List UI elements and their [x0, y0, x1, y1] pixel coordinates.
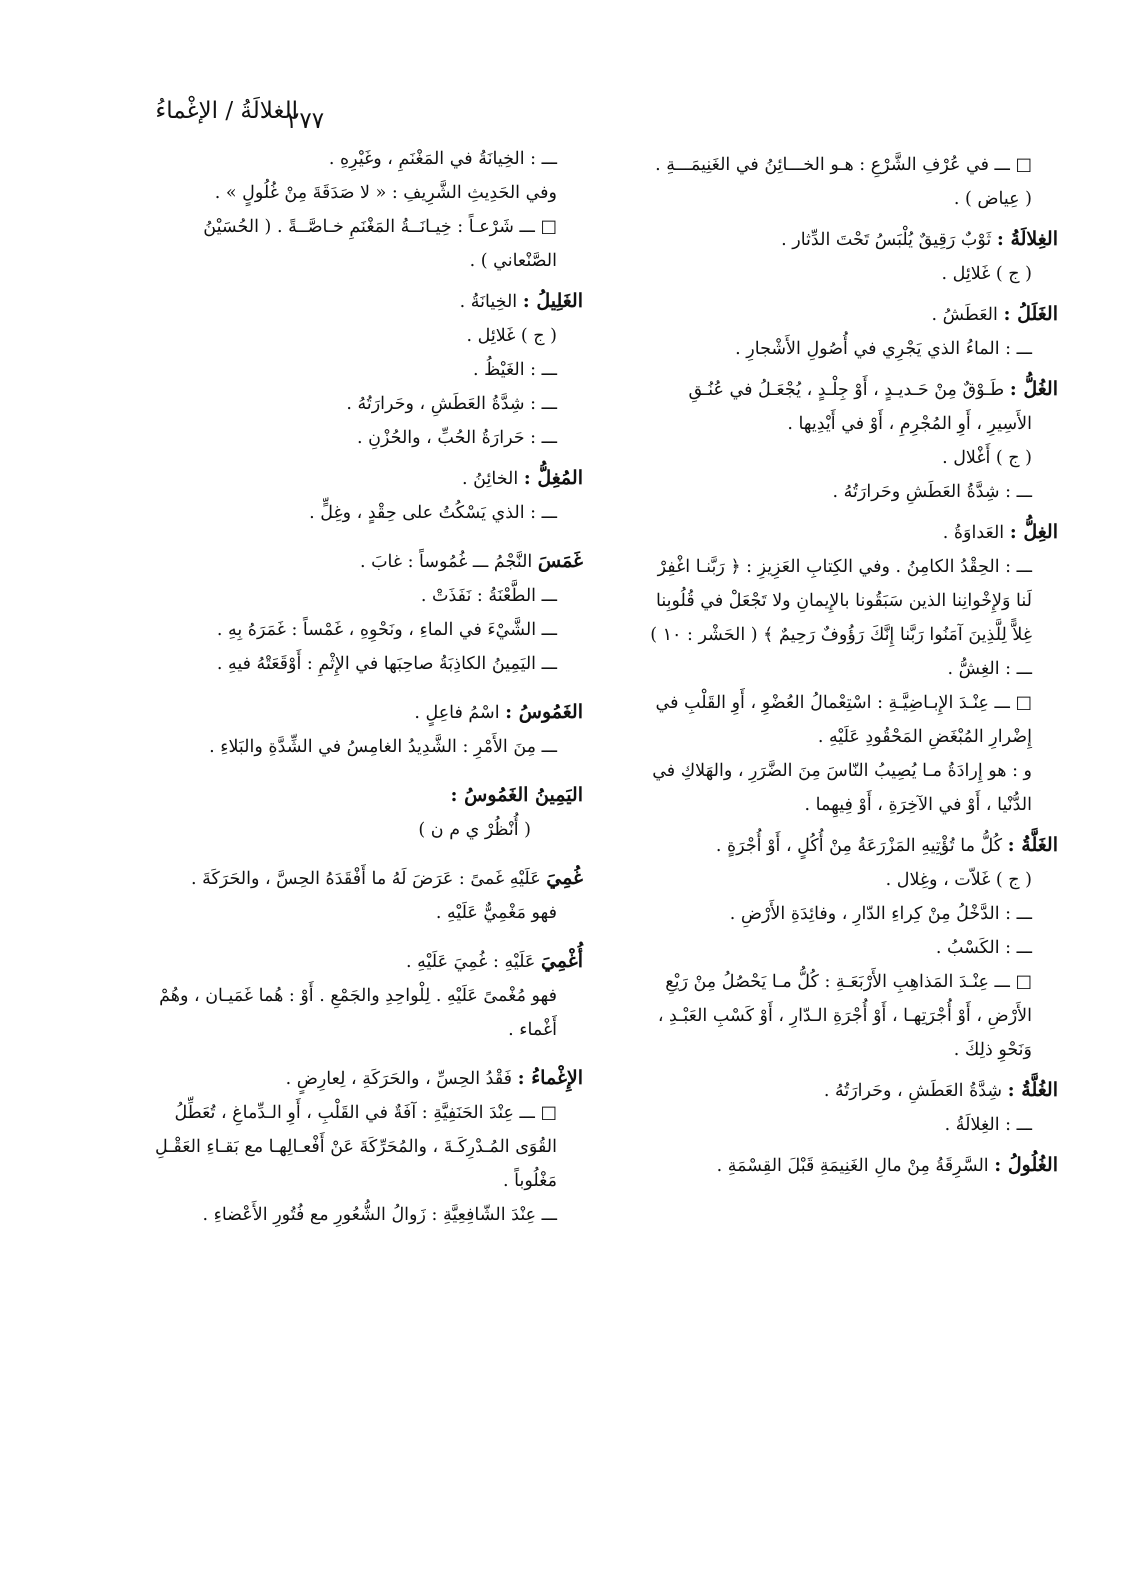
entry-headword-line	[568, 222, 1058, 257]
definition-line	[568, 686, 1058, 720]
headword: المُغِلُّ :	[523, 467, 583, 489]
definition-text: الخائِنُ .	[462, 469, 524, 489]
definition-text: ـــ عِنْدَ الشّافِعِيَّةِ : زَوالُ الشُّعُورِ مع فُتُورِ الأَعْضاءِ .	[202, 1205, 557, 1225]
definition-text: العَداوَةُ .	[942, 523, 1010, 543]
definition-line	[568, 550, 1058, 584]
definition-text: ( عِياض ) .	[953, 189, 1032, 209]
definition-line	[568, 475, 1058, 509]
definition-text: □ ـــ عِنْـدَ المَذاهِبِ الأَرْبَعَـةِ : كُلُّ مـا يَحْصُلُ مِنْ رَيْعِ	[665, 972, 1032, 992]
definition-text: الأَرْضِ ، أَوْ أُجْرَتِهـا ، أَوْ أُجْرَةِ الـدّارِ ، أَوْ كَسْبِ العَبْـدِ ،	[657, 1006, 1032, 1026]
headword: اليَمِينُ الغَمُوسُ :	[450, 784, 583, 806]
definition-line	[568, 720, 1058, 754]
entry-headword-line	[568, 828, 1058, 863]
definition-text: لَنا وَلإِخْوانِنا الذين سَبَقُونا بالإِيمانِ ولا تَجْعَلْ في قُلُوبِنا	[656, 591, 1032, 611]
headword: الغِلُّ :	[1009, 521, 1058, 543]
definition-text: الأَسِيرِ ، أَوِ المُجْرِمِ ، أَوْ في أَيْدِيها .	[787, 414, 1032, 434]
definition-text: ـــ : شِدَّةُ العَطَشِ وحَرارَتُهُ .	[832, 482, 1032, 502]
definition-text: عَلَيْهِ : غُمِيَ عَلَيْهِ .	[406, 952, 541, 972]
definition-line	[568, 407, 1058, 441]
definition-line	[133, 353, 583, 387]
headword: الإِغْماءُ :	[517, 1067, 583, 1089]
entry-headword-line	[133, 944, 583, 979]
definition-text: النَّجْمُ ـــ غُمُوساً : غابَ .	[359, 552, 538, 572]
definition-text: □ ـــ في عُرْفِ الشَّرْعِ : هـو الخـــائِنُ في الغَنِيمَـــةِ .	[655, 155, 1032, 175]
entry-headword-line	[133, 284, 583, 319]
headword: غُمِيَ	[546, 867, 583, 889]
definition-line	[568, 332, 1058, 366]
definition-text: فَقْدُ الحِسِّ ، والحَرَكَةِ ، لِعارِضٍ .	[285, 1069, 518, 1089]
definition-line	[568, 1108, 1058, 1142]
definition-text: ـــ : الغِشُّ .	[947, 659, 1032, 679]
entry-headword-line	[568, 372, 1058, 407]
definition-line	[133, 421, 583, 455]
entry-headword-line	[133, 1061, 583, 1096]
definition-text: ثَوْبٌ رَقِيقٌ يُلْبَسُ تَحْتَ الدِّثار .	[781, 230, 997, 250]
definition-text: □ ـــ عِنْـدَ الإِبـاضِيَّـةِ : اسْتِعْمالُ العُضْوِ ، أَوِ القَلْبِ في	[655, 693, 1032, 713]
definition-text: □ ـــ عِنْدَ الحَنَفِيَّةِ : آفَةٌ في القَلْبِ ، أَوِ الـدِّماغِ ، تُعَطِّلُ	[174, 1103, 557, 1123]
definition-line	[133, 813, 583, 847]
definition-text: فهو مَغْمِيٌّ عَلَيْهِ .	[435, 903, 557, 923]
definition-text: مَغْلُوباً .	[503, 1171, 557, 1191]
definition-text: طَـوْقٌ مِنْ حَـديـدٍ ، أَوْ جِلْـدٍ ، يُجْعَـلُ في عُنُـقِ	[688, 380, 1010, 400]
definition-line	[133, 142, 583, 176]
definition-text: أَغْماء .	[508, 1020, 557, 1040]
definition-text: ـــ : الغِلالَةُ .	[944, 1115, 1032, 1135]
definition-text: ـــ : الخِيانَةُ في المَغْنَمِ ، وغَيْرِهِ .	[328, 149, 557, 169]
headword: الغَمُوسُ :	[505, 701, 583, 723]
definition-line	[568, 652, 1058, 686]
definition-line	[568, 182, 1058, 216]
definition-line	[568, 897, 1058, 931]
definition-text: ـــ : الغَيْظُ .	[472, 360, 557, 380]
definition-line	[133, 1013, 583, 1047]
definition-line	[133, 244, 583, 278]
entry-headword-line	[568, 1148, 1058, 1183]
definition-text: القُوَى المُـدْرِكَـةَ ، والمُحَرِّكَةَ عَنْ أَفْعـالِهـا مع بَقـاءِ العَقْـلِ	[155, 1137, 557, 1157]
definition-line	[568, 931, 1058, 965]
definition-line	[133, 579, 583, 613]
definition-line	[133, 1096, 583, 1130]
definition-text: اسْمُ فاعِلٍ .	[414, 703, 506, 723]
definition-text: الصَّنْعاني ) .	[469, 251, 557, 271]
right-column	[568, 148, 1058, 1183]
definition-line	[133, 613, 583, 647]
definition-text: ـــ : شِدَّةُ العَطَشِ ، وحَرارَتُهُ .	[346, 394, 557, 414]
definition-text: ( ج ) غَلاّت ، وغِلال .	[885, 870, 1032, 890]
definition-line	[568, 257, 1058, 291]
definition-line	[568, 148, 1058, 182]
definition-text: ـــ : الماءُ الذي يَجْرِي في أُصُولِ الأَشْجارِ .	[735, 339, 1032, 359]
definition-text: الخِيانَةُ .	[459, 292, 523, 312]
definition-line	[568, 584, 1058, 618]
definition-text: ( ج ) غَلائِل .	[941, 264, 1032, 284]
definition-text: ـــ مِنَ الأَمْرِ : الشَّدِيدُ الغامِسُ في الشِّدَّةِ والبَلاءِ .	[209, 737, 557, 757]
definition-text: □ ـــ شَرْعـاً : خِيـانَــةُ المَغْنَمِ خـاصَّــةً . ( الحُسَيْنُ	[203, 217, 557, 237]
headword: الغَلَّةُ :	[1007, 834, 1058, 856]
page-number: ٢٧٧	[287, 108, 325, 134]
definition-text: ـــ : الذي يَسْكُتُ على حِقْدٍ ، وغِلٍّ .	[309, 503, 557, 523]
definition-text: ـــ الشَّيْءَ في الماءِ ، ونَحْوِهِ ، غَمْساً : غَمَرَهُ بِهِ .	[216, 620, 557, 640]
headword: أُغْمِيَ	[540, 950, 583, 972]
headword: الغِلالَةُ :	[996, 228, 1058, 250]
definition-text: كُلُّ ما تُؤْتِيهِ المَزْرَعَةُ مِنْ أُكُلٍ ، أَوْ أُجْرَةٍ .	[715, 836, 1008, 856]
definition-line	[568, 999, 1058, 1033]
headword: الغُلُولُ :	[994, 1154, 1058, 1176]
definition-text: ( أُنْظُرْ ي م ن )	[418, 820, 531, 840]
definition-text: و : هو إِرادَةُ مـا يُصِيبُ النّاسَ مِنَ الضَّرَرِ ، والهَلاكِ في	[652, 761, 1032, 781]
entry-headword-line	[568, 515, 1058, 550]
definition-line	[133, 387, 583, 421]
definition-text: ـــ : الدَّخْلُ مِنْ كِراءِ الدّارِ ، وفائِدَةِ الأَرْضِ .	[729, 904, 1032, 924]
definition-line	[568, 1033, 1058, 1067]
definition-line	[133, 1198, 583, 1232]
entry-headword-line	[133, 544, 583, 579]
definition-text: وَنَحْوِ ذلِكَ .	[953, 1040, 1032, 1060]
definition-text: ـــ الطَّعْنَةُ : نَفَذَتْ .	[420, 586, 557, 606]
definition-line	[133, 210, 583, 244]
definition-text: ـــ : حَرارَةُ الحُبِّ ، والحُزْنِ .	[357, 428, 557, 448]
definition-line	[568, 965, 1058, 999]
entry-headword-line	[133, 695, 583, 730]
definition-line	[133, 176, 583, 210]
definition-text: الدُّنْيا ، أَوْ في الآخِرَةِ ، أَوْ فِيهِما .	[804, 795, 1032, 815]
definition-text: ( ج ) غَلائِل .	[466, 326, 557, 346]
page-header-title: الغلالَةُ / الإغْماءُ	[155, 98, 298, 124]
definition-line	[133, 1164, 583, 1198]
definition-line	[133, 496, 583, 530]
definition-text: ـــ : الكَسْبُ .	[935, 938, 1032, 958]
entry-headword-line	[133, 778, 583, 813]
headword: الغُلُّ :	[1009, 378, 1058, 400]
definition-line	[568, 863, 1058, 897]
headword: غَمَسَ	[537, 550, 583, 572]
entry-headword-line	[133, 461, 583, 496]
definition-text: غِلاًّ لِلَّذِينَ آمَنُوا رَبَّنا إِنَّكَ رَؤُوفٌ رَحِيمٌ ﴾ ( الحَشْر : ١٠ )	[650, 625, 1032, 645]
definition-line	[568, 441, 1058, 475]
definition-text: العَطَشُ .	[931, 305, 1004, 325]
definition-text: عَلَيْهِ غَمىً : عَرَضَ لَهُ ما أَفْقَدَهُ الحِسَّ ، والحَرَكَةَ .	[190, 869, 547, 889]
entry-headword-line	[568, 297, 1058, 332]
definition-text: إِضْرارِ المُبْغَضِ المَحْقُودِ عَلَيْهِ .	[817, 727, 1032, 747]
definition-line	[568, 618, 1058, 652]
definition-text: ( ج ) أَغْلال .	[942, 448, 1032, 468]
definition-text: ـــ : الحِقْدُ الكامِنُ . وفي الكِتابِ العَزِيزِ : ﴿ رَبَّنـا اغْفِرْ	[657, 557, 1032, 577]
entry-headword-line	[568, 1073, 1058, 1108]
definition-text: ـــ اليَمِينُ الكاذِبَةُ صاحِبَها في الإِثْمِ : أَوْقَعَتْهُ فيهِ .	[216, 654, 557, 674]
definition-text: وفي الحَدِيثِ الشَّرِيفِ : « لا صَدَقَةَ مِنْ غُلُولٍ » .	[214, 183, 557, 203]
definition-text: فهو مُغْمىً عَلَيْهِ . لِلْواحِدِ والجَمْعِ . أَوْ : هُما غَمَيـان ، وهُمْ	[159, 986, 557, 1006]
definition-line	[133, 1130, 583, 1164]
definition-line	[133, 979, 583, 1013]
definition-line	[133, 730, 583, 764]
definition-text: شِدَّةُ العَطَشِ ، وحَرارَتُهُ .	[823, 1081, 1008, 1101]
definition-line	[133, 896, 583, 930]
definition-line	[568, 788, 1058, 822]
entry-headword-line	[133, 861, 583, 896]
left-column	[133, 142, 583, 1232]
definition-line	[568, 754, 1058, 788]
definition-text: السَّرِقَةُ مِنْ مالِ الغَنِيمَةِ قَبْلَ القِسْمَةِ .	[716, 1156, 995, 1176]
headword: الغُلَّةُ :	[1007, 1079, 1058, 1101]
headword: الغَلِيلُ :	[522, 290, 583, 312]
definition-line	[133, 319, 583, 353]
headword: الغَلَلُ :	[1003, 303, 1058, 325]
definition-line	[133, 647, 583, 681]
